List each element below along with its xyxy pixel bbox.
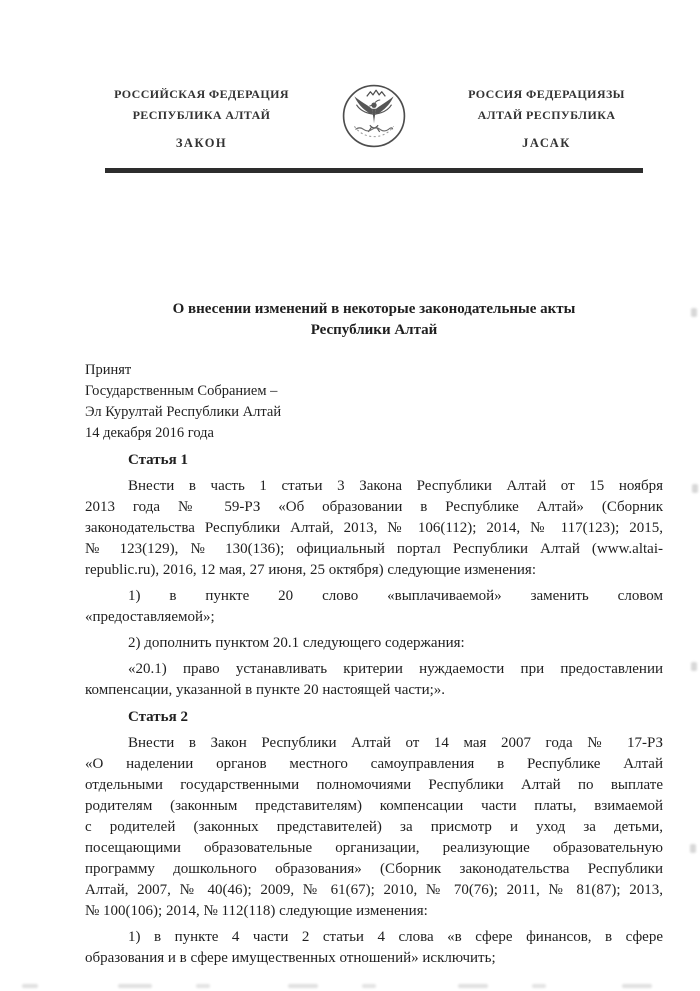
text-line: 1) в пункте 20 слово «выплачиваемой» заменить словом — [128, 588, 663, 604]
letterhead — [104, 84, 644, 152]
document-body — [85, 450, 663, 969]
scan-artifact — [196, 984, 210, 988]
paragraph — [85, 633, 663, 654]
paragraph — [85, 586, 663, 628]
letterhead-line: РОССИЙСКАЯ ФЕДЕРАЦИЯ — [114, 87, 289, 101]
letterhead-line: РЕСПУБЛИКА АЛТАЙ — [132, 108, 271, 122]
text-line: 1) в пункте 4 части 2 статьи 4 слова «в сфере финансов, в сфере — [128, 929, 663, 945]
scan-artifact — [691, 662, 697, 671]
text-line: Внести в часть 1 статьи 3 Закона Республики Алтай от 15 ноября — [128, 478, 663, 494]
letterhead-altai-block — [449, 84, 644, 152]
letterhead-line: АЛТАЙ РЕСПУБЛИКА — [477, 108, 616, 122]
doc-type-label-russian: ЗАКОН — [175, 136, 228, 150]
adoption-line: Государственным Собранием – — [85, 383, 278, 399]
scan-artifact — [692, 484, 698, 493]
divider-rule — [105, 168, 643, 173]
text-line: № 100(106); 2014, № 112(118) следующие изменения: — [85, 903, 428, 919]
text-line: № 123(129), № 130(136); официальный портал Республики Алтай (www.altai- — [85, 541, 663, 557]
text-line: republic.ru), 2016, 12 мая, 27 июня, 25 октября) следующие изменения: — [85, 562, 536, 578]
paragraph — [85, 659, 663, 701]
adoption-line: Принят — [85, 362, 132, 378]
text-line: программу дошкольного образования» (Сборник законодательства Республики — [85, 861, 663, 877]
scan-artifact — [691, 308, 697, 317]
text-line: «20.1) право устанавливать критерии нуждаемости при предоставлении — [128, 661, 663, 677]
title-line: Республики Алтай — [310, 322, 438, 338]
adoption-block — [85, 360, 485, 444]
scan-artifact — [22, 984, 38, 988]
text-line: с родителей (законных представителей) за присмотр и уход за детьми, — [85, 819, 663, 835]
text-line: компенсации, указанной в пункте 20 настоящей части;». — [85, 682, 446, 698]
altai-coat-of-arms-icon — [341, 83, 407, 149]
scan-artifact — [118, 984, 152, 988]
text-line: образования и в сфере имущественных отношений» исключить; — [85, 950, 496, 966]
text-line: посещающими образовательные организации, реализующие образовательную — [85, 840, 663, 856]
document-title — [85, 299, 663, 341]
article-heading: Статья 2 — [128, 709, 188, 725]
scan-artifact — [288, 984, 318, 988]
text-line: Алтай, 2007, № 40(46); 2009, № 61(67); 2010, № 70(76); 2011, № 81(87); 2013, — [85, 882, 663, 898]
doc-type-label-altai: JАСАК — [522, 136, 571, 150]
text-line: 2) дополнить пунктом 20.1 следующего содержания: — [128, 635, 465, 651]
article-section — [85, 707, 663, 969]
scan-artifact — [532, 984, 546, 988]
adoption-line: 14 декабря 2016 года — [85, 425, 214, 441]
adoption-line: Эл Курултай Республики Алтай — [85, 404, 282, 420]
scan-artifact — [690, 844, 696, 853]
scan-artifact — [362, 984, 376, 988]
article-heading: Статья 1 — [128, 452, 188, 468]
article-section — [85, 450, 663, 701]
scan-artifact — [622, 984, 652, 988]
letterhead-line: РОССИЯ ФЕДЕРАЦИЯЗЫ — [468, 87, 625, 101]
title-line: О внесении изменений в некоторые законодательные акты — [172, 301, 576, 317]
paragraph — [85, 733, 663, 922]
text-line: 2013 года № 59-РЗ «Об образовании в Республике Алтай» (Сборник — [85, 499, 663, 515]
scan-artifact — [458, 984, 488, 988]
paragraph — [85, 927, 663, 969]
text-line: законодательства Республики Алтай, 2013, № 106(112); 2014, № 117(123); 2015, — [85, 520, 663, 536]
text-line: «предоставляемой»; — [85, 609, 215, 625]
text-line: родителям (законным представителям) компенсации части платы, взимаемой — [85, 798, 663, 814]
letterhead-russian-block — [104, 84, 299, 152]
paragraph — [85, 476, 663, 581]
text-line: «О наделении органов местного самоуправления в Республике Алтай — [85, 756, 663, 772]
text-line: отдельными государственными полномочиями Республики Алтай по выплате — [85, 777, 663, 793]
text-line: Внести в Закон Республики Алтай от 14 мая 2007 года № 17-РЗ — [128, 735, 663, 751]
